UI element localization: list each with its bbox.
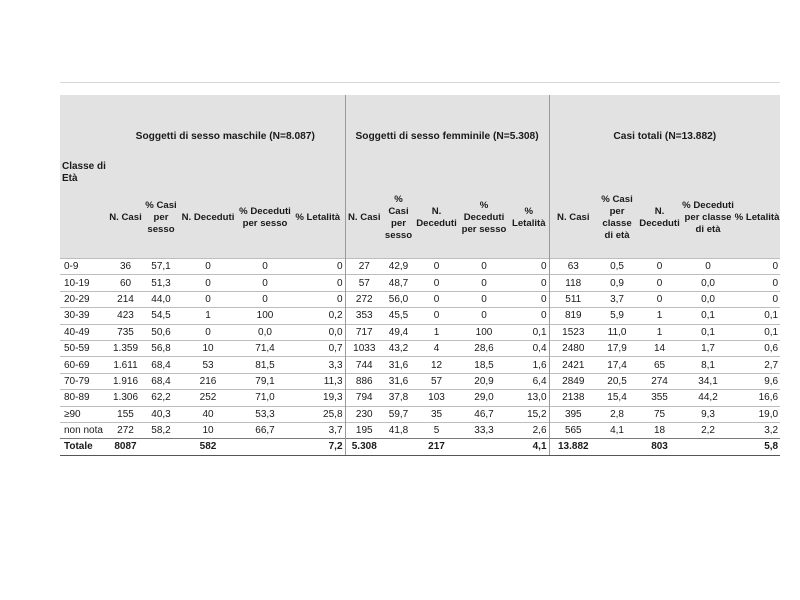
- table-cell: 803: [637, 439, 682, 455]
- table-cell: 582: [177, 439, 239, 455]
- table-cell: 35: [414, 406, 459, 422]
- f-cases-pct-header: % Casi per sesso: [384, 193, 413, 241]
- table-cell: 3,7: [291, 422, 345, 438]
- table-cell: 0: [459, 308, 509, 324]
- age-class-cell: 50-59: [60, 340, 106, 356]
- table-cell: 0,1: [509, 324, 549, 340]
- table-cell: 0: [177, 275, 239, 291]
- table-cell: 230: [345, 406, 383, 422]
- table-cell: 17,9: [597, 340, 637, 356]
- table-cell: 717: [345, 324, 383, 340]
- table-cell: 0,2: [291, 308, 345, 324]
- table-cell: 252: [177, 390, 239, 406]
- table-cell: 53: [177, 357, 239, 373]
- table-cell: 0: [177, 291, 239, 307]
- table-cell: 5,9: [597, 308, 637, 324]
- table-cell: 31,6: [383, 357, 414, 373]
- table-cell: 0: [239, 291, 291, 307]
- table-cell: 1.611: [106, 357, 145, 373]
- table-cell: [239, 439, 291, 455]
- table-cell: 886: [345, 373, 383, 389]
- table-cell: 13.882: [549, 439, 597, 455]
- table-cell: 65: [637, 357, 682, 373]
- table-cell: 216: [177, 373, 239, 389]
- total-row: [60, 439, 780, 455]
- table-cell: 58,2: [145, 422, 177, 438]
- table-cell: 0,1: [682, 324, 734, 340]
- m-deaths-header: N. Deceduti: [181, 211, 235, 223]
- table-cell: 1,6: [509, 357, 549, 373]
- table-cell: 25,8: [291, 406, 345, 422]
- table-cell: 0: [291, 275, 345, 291]
- table-cell: 794: [345, 390, 383, 406]
- table-cell: 0: [459, 259, 509, 275]
- f-cases-header: N. Casi: [348, 211, 381, 223]
- table-cell: 12: [414, 357, 459, 373]
- table-cell: 272: [106, 422, 145, 438]
- table-cell: 27: [345, 259, 383, 275]
- table-cell: 100: [239, 308, 291, 324]
- table-cell: 1033: [345, 340, 383, 356]
- table-cell: 100: [459, 324, 509, 340]
- m-cases-header: N. Casi: [109, 211, 142, 223]
- table-cell: 353: [345, 308, 383, 324]
- m-lethality-header: % Letalità: [291, 177, 345, 259]
- table-cell: 0,1: [734, 324, 780, 340]
- table-cell: 20,5: [597, 373, 637, 389]
- table-cell: [597, 439, 637, 455]
- table-cell: 10: [177, 340, 239, 356]
- table-cell: 6,4: [509, 373, 549, 389]
- age-class-cell: 10-19: [60, 275, 106, 291]
- age-class-cell: 40-49: [60, 324, 106, 340]
- f-lethality-header: % Letalità: [509, 177, 549, 259]
- table-cell: 735: [106, 324, 145, 340]
- table-cell: 355: [637, 390, 682, 406]
- t-deaths-header: N. Deceduti: [639, 205, 680, 229]
- t-cases-header: N. Casi: [557, 211, 590, 223]
- table-cell: 16,6: [734, 390, 780, 406]
- table-cell: 44,2: [682, 390, 734, 406]
- table-cell: 42,9: [383, 259, 414, 275]
- table-cell: 3,2: [734, 422, 780, 438]
- table-cell: 4: [414, 340, 459, 356]
- table-cell: 8,1: [682, 357, 734, 373]
- table-cell: 1: [637, 324, 682, 340]
- table-cell: 0,0: [291, 324, 345, 340]
- table-cell: 59,7: [383, 406, 414, 422]
- table-cell: 0: [509, 259, 549, 275]
- table-cell: 2,2: [682, 422, 734, 438]
- table-cell: 40,3: [145, 406, 177, 422]
- table-cell: 56,0: [383, 291, 414, 307]
- table-cell: 195: [345, 422, 383, 438]
- age-class-cell: ≥90: [60, 406, 106, 422]
- table-cell: 0: [239, 275, 291, 291]
- table-cell: 0,5: [597, 259, 637, 275]
- t-lethality-header: % Letalità: [734, 211, 780, 223]
- table-cell: 45,5: [383, 308, 414, 324]
- table-cell: 2421: [549, 357, 597, 373]
- table-row: [60, 373, 780, 389]
- table-cell: 0,1: [682, 308, 734, 324]
- table-cell: [383, 439, 414, 455]
- f-deaths-pct-header: % Deceduti per sesso: [461, 199, 507, 235]
- table-cell: 0,1: [734, 308, 780, 324]
- table-cell: 9,6: [734, 373, 780, 389]
- table-cell: 49,4: [383, 324, 414, 340]
- table-cell: 0,0: [682, 291, 734, 307]
- statistics-table: [60, 95, 780, 456]
- table-cell: 9,3: [682, 406, 734, 422]
- table-row: [60, 275, 780, 291]
- table-cell: 63: [549, 259, 597, 275]
- table-cell: 0: [509, 308, 549, 324]
- table-row: [60, 291, 780, 307]
- table-cell: 18: [637, 422, 682, 438]
- table-cell: 13,0: [509, 390, 549, 406]
- table-cell: 0: [291, 259, 345, 275]
- table-row: [60, 324, 780, 340]
- table-cell: 4,1: [509, 439, 549, 455]
- table-cell: [145, 439, 177, 455]
- table-cell: 0: [734, 259, 780, 275]
- table-cell: 43,2: [383, 340, 414, 356]
- table-cell: 3,3: [291, 357, 345, 373]
- table-cell: 68,4: [145, 357, 177, 373]
- table-cell: 155: [106, 406, 145, 422]
- table-cell: 1: [177, 308, 239, 324]
- table-cell: 11,3: [291, 373, 345, 389]
- m-cases-pct-header: % Casi per sesso: [145, 199, 177, 235]
- table-cell: 1.306: [106, 390, 145, 406]
- table-cell: 0: [177, 259, 239, 275]
- table-cell: 41,8: [383, 422, 414, 438]
- table-cell: 14: [637, 340, 682, 356]
- age-class-cell: 0-9: [60, 259, 106, 275]
- table-cell: 0: [637, 259, 682, 275]
- table-cell: 0: [459, 275, 509, 291]
- table-cell: 2480: [549, 340, 597, 356]
- table-cell: 0: [637, 291, 682, 307]
- age-class-cell: Totale: [60, 439, 106, 455]
- group-female-header: Soggetti di sesso femminile (N=5.308): [345, 95, 549, 177]
- table-cell: 0: [509, 291, 549, 307]
- table-row: [60, 390, 780, 406]
- table-cell: 19,0: [734, 406, 780, 422]
- table-cell: [682, 439, 734, 455]
- table-cell: 18,5: [459, 357, 509, 373]
- table-cell: 53,3: [239, 406, 291, 422]
- table-cell: 2138: [549, 390, 597, 406]
- table-cell: 118: [549, 275, 597, 291]
- table-cell: 54,5: [145, 308, 177, 324]
- table-cell: 1,7: [682, 340, 734, 356]
- age-class-cell: 60-69: [60, 357, 106, 373]
- table-cell: 0,4: [509, 340, 549, 356]
- table-cell: 46,7: [459, 406, 509, 422]
- table-cell: 0: [239, 259, 291, 275]
- age-class-cell: 70-79: [60, 373, 106, 389]
- table-cell: 17,4: [597, 357, 637, 373]
- t-deaths-pct-header: % Deceduti per classe di età: [682, 199, 734, 235]
- table-cell: 1523: [549, 324, 597, 340]
- table-cell: 2849: [549, 373, 597, 389]
- table-cell: 8087: [106, 439, 145, 455]
- table-cell: 214: [106, 291, 145, 307]
- table-cell: 11,0: [597, 324, 637, 340]
- table-cell: 79,1: [239, 373, 291, 389]
- table-cell: 565: [549, 422, 597, 438]
- table-cell: 44,0: [145, 291, 177, 307]
- table-row: [60, 357, 780, 373]
- table-cell: 511: [549, 291, 597, 307]
- table-cell: 0: [459, 291, 509, 307]
- table-cell: 103: [414, 390, 459, 406]
- table-cell: 56,8: [145, 340, 177, 356]
- table-cell: 217: [414, 439, 459, 455]
- table-cell: 0: [734, 275, 780, 291]
- age-class-cell: 20-29: [60, 291, 106, 307]
- table-row: [60, 259, 780, 275]
- table-cell: 1: [414, 324, 459, 340]
- table-cell: 7,2: [291, 439, 345, 455]
- table-cell: 66,7: [239, 422, 291, 438]
- top-rule: [60, 82, 780, 83]
- table-cell: 0,9: [597, 275, 637, 291]
- table-cell: 0: [414, 275, 459, 291]
- table-cell: 10: [177, 422, 239, 438]
- table-cell: 5.308: [345, 439, 383, 455]
- table-cell: 1.916: [106, 373, 145, 389]
- table-cell: 34,1: [682, 373, 734, 389]
- table-cell: 274: [637, 373, 682, 389]
- age-class-header: Classe di Età: [62, 161, 106, 184]
- table-cell: 272: [345, 291, 383, 307]
- table-cell: 81,5: [239, 357, 291, 373]
- table-cell: 0: [291, 291, 345, 307]
- table-cell: 40: [177, 406, 239, 422]
- table-cell: 31,6: [383, 373, 414, 389]
- table-row: [60, 340, 780, 356]
- table-cell: 0: [414, 291, 459, 307]
- table-cell: 71,0: [239, 390, 291, 406]
- table-cell: 0,0: [682, 275, 734, 291]
- table-cell: 0: [637, 275, 682, 291]
- table-cell: 0: [734, 291, 780, 307]
- table-cell: 744: [345, 357, 383, 373]
- table-cell: 15,2: [509, 406, 549, 422]
- table-cell: 2,7: [734, 357, 780, 373]
- table-cell: 15,4: [597, 390, 637, 406]
- table-cell: 1.359: [106, 340, 145, 356]
- table-cell: 395: [549, 406, 597, 422]
- group-male-header: Soggetti di sesso maschile (N=8.087): [106, 95, 345, 177]
- table-cell: 5,8: [734, 439, 780, 455]
- age-class-cell: non nota: [60, 422, 106, 438]
- table-cell: 57: [414, 373, 459, 389]
- table-cell: 0,6: [734, 340, 780, 356]
- table-cell: 0: [414, 259, 459, 275]
- table-cell: 0: [682, 259, 734, 275]
- table-cell: 19,3: [291, 390, 345, 406]
- table-cell: 20,9: [459, 373, 509, 389]
- table-cell: [459, 439, 509, 455]
- table-cell: 60: [106, 275, 145, 291]
- table-cell: 75: [637, 406, 682, 422]
- table-cell: 819: [549, 308, 597, 324]
- table-cell: 48,7: [383, 275, 414, 291]
- age-class-cell: 80-89: [60, 390, 106, 406]
- table-cell: 71,4: [239, 340, 291, 356]
- f-deaths-header: N. Deceduti: [416, 205, 457, 229]
- table-cell: 36: [106, 259, 145, 275]
- table-cell: 2,8: [597, 406, 637, 422]
- table-cell: 51,3: [145, 275, 177, 291]
- table-cell: 57,1: [145, 259, 177, 275]
- table-row: [60, 308, 780, 324]
- m-deaths-pct-header: % Deceduti per sesso: [239, 205, 291, 229]
- table-cell: 423: [106, 308, 145, 324]
- table-cell: 68,4: [145, 373, 177, 389]
- table-cell: 62,2: [145, 390, 177, 406]
- table-cell: 4,1: [597, 422, 637, 438]
- table-cell: 29,0: [459, 390, 509, 406]
- table-cell: 0,0: [239, 324, 291, 340]
- table-cell: 37,8: [383, 390, 414, 406]
- table-cell: 57: [345, 275, 383, 291]
- age-class-cell: 30-39: [60, 308, 106, 324]
- t-cases-pct-header: % Casi per classe di età: [601, 193, 633, 241]
- table-cell: 28,6: [459, 340, 509, 356]
- table-cell: 3,7: [597, 291, 637, 307]
- table-cell: 0,7: [291, 340, 345, 356]
- table-row: [60, 422, 780, 438]
- table-cell: 2,6: [509, 422, 549, 438]
- table-cell: 0: [509, 275, 549, 291]
- table-cell: 0: [177, 324, 239, 340]
- table-cell: 5: [414, 422, 459, 438]
- table-cell: 50,6: [145, 324, 177, 340]
- table-cell: 1: [637, 308, 682, 324]
- table-cell: 0: [414, 308, 459, 324]
- group-total-header: Casi totali (N=13.882): [613, 130, 717, 142]
- table-row: [60, 406, 780, 422]
- table-body: [60, 259, 780, 456]
- table-cell: 33,3: [459, 422, 509, 438]
